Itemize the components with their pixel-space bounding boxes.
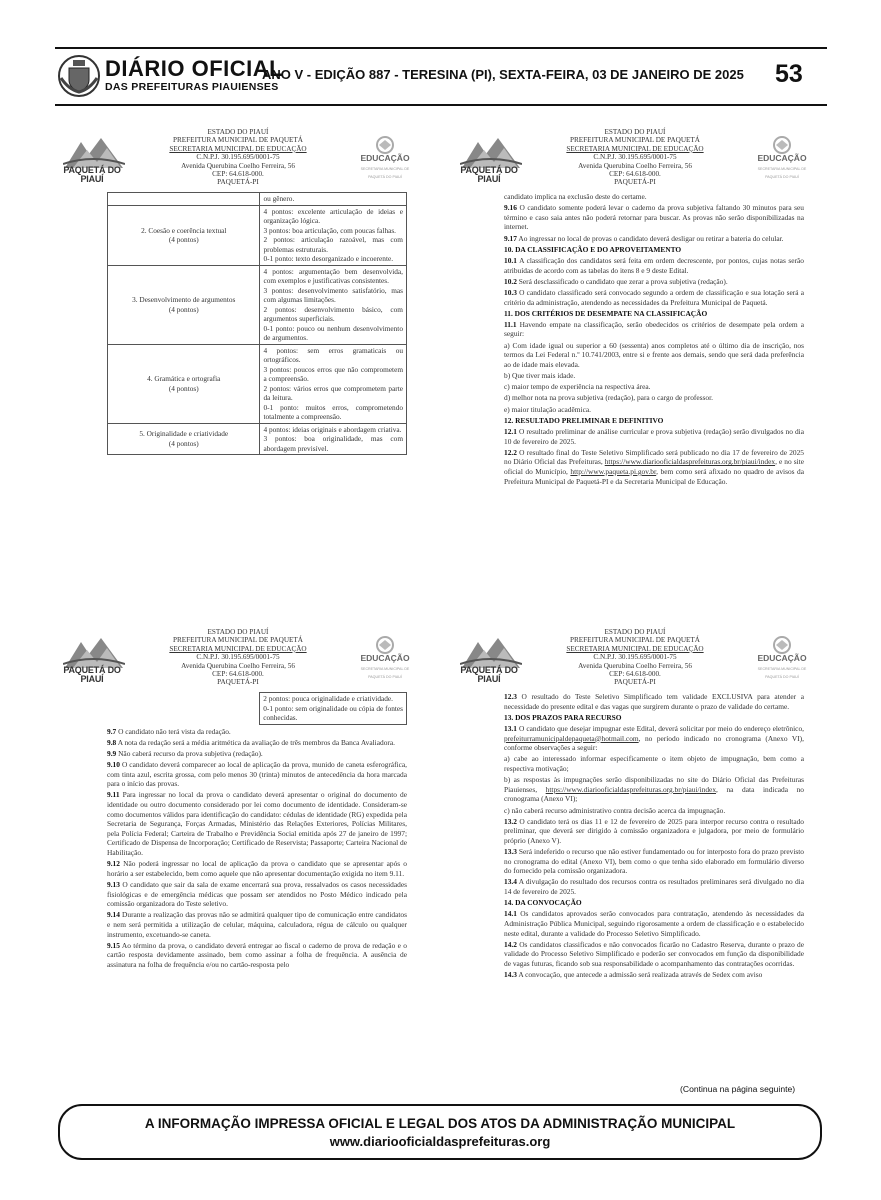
educacao-logo-subtext: SECRETARIA MUNICIPAL DE PAQUETÁ DO PIAUÍ [757, 667, 807, 680]
paragraph: 12.2 O resultado final do Teste Seletivo Simplificado será publicado no dia 17 de fevereiro de 2025 no Diário Oficial das Prefeituras, https://www.diariooficialdasprefeituras.org.br/piaui/index, e no site oficial do Município, http://www.paqueta.pi.gov.br, bem como será afixado no quadro de avisos da Prefeitura Municipal de Paquetá-PI e da Secretaria Municipal de Educação. [504, 447, 804, 486]
paragraph: 9.15 Ao término da prova, o candidato deverá entregar ao fiscal o caderno de prova de redação e o cartão resposta devidamente assinado, bem como assinar a folha de frequência. A ausência de assinatura na folha de frequência e/ou no cartão-resposta pelo [107, 940, 407, 969]
educacao-logo [359, 636, 411, 678]
paqueta-logo-text: PAQUETÁ DO PIAUÍ [460, 665, 518, 684]
letterhead-line: PREFEITURA MUNICIPAL DE PAQUETÁ [570, 136, 700, 145]
document-body [504, 692, 804, 980]
paragraph: 9.9 Não caberá recurso da prova subjetiva (redação). [107, 748, 263, 758]
paragraph [504, 898, 804, 908]
paragraph: candidato implica na exclusão deste do certame. [504, 192, 647, 201]
educacao-logo-text: EDUCAÇÃO [757, 153, 807, 163]
paragraph-number: 14.1 [504, 909, 517, 919]
educacao-logo-text: EDUCAÇÃO [360, 653, 410, 663]
criterion-points: (4 pontos) [168, 438, 199, 448]
letterhead-line: CEP: 64.618-000. [212, 170, 264, 179]
educacao-logo-subtext: SECRETARIA MUNICIPAL DE PAQUETÁ DO PIAUÍ [360, 667, 410, 680]
letterhead-line: SECRETARIA MUNICIPAL DE EDUCAÇÃO [169, 144, 307, 153]
paragraph: 13.2 O candidato terá os dias 11 e 12 de fevereiro de 2025 para interpor recurso contra o resultado preliminar, que deverá ser dirigido à comissão organizadora e julgadora, por meio de formulário próprio (Anexo V). [504, 816, 804, 845]
paragraph-number: 9.8 [107, 737, 117, 747]
letterhead-line: CEP: 64.618-000. [609, 170, 661, 179]
score-description: 4 pontos: argumentação bem desenvolvida, com exemplos e justificativas consistentes. [263, 266, 403, 285]
paragraph-number: 9.16 [504, 203, 517, 213]
paragraph-number: 10.2 [504, 276, 517, 286]
score-cell [260, 423, 407, 455]
letterhead [63, 628, 413, 692]
score-cell [260, 265, 407, 344]
score-cell [260, 205, 407, 265]
letterhead-line: CEP: 64.618-000. [609, 670, 661, 679]
document-page-bottom-right [460, 628, 810, 981]
paragraph-number: 12. RESULTADO PRELIMINAR E DEFINITIVO [504, 415, 664, 425]
criterion-name: 4. Gramática e ortografia [147, 374, 221, 383]
criterion-points: (4 pontos) [168, 235, 199, 244]
letterhead-line: PAQUETÁ-PI [217, 178, 259, 187]
letterhead-line: SECRETARIA MUNICIPAL DE EDUCAÇÃO [566, 144, 704, 153]
paragraph: 14.3 A convocação, que antecede a admissão será realizada através de Sedex com aviso [504, 970, 763, 980]
paragraph: c) não caberá recurso administrativo contra decisão acerca da impugnação. [504, 805, 726, 815]
criterion-cell [108, 344, 260, 423]
paragraph-number: 10. DA CLASSIFICAÇÃO E DO APROVEITAMENTO [504, 244, 682, 254]
letterhead-line: Avenida Querubina Coelho Ferreira, 56 [578, 161, 692, 170]
document-page-top-left [63, 128, 413, 455]
score-description: 0-1 ponto: pouco ou nenhum desenvolvimento de argumentos. [263, 323, 403, 342]
footer-banner [58, 1104, 822, 1160]
score-description: 0-1 ponto: sem originalidade ou cópia de fontes conhecidas. [263, 703, 403, 722]
score-description: 3 pontos: desenvolvimento satisfatório, mas com algumas limitações. [263, 285, 403, 304]
score-description: 3 pontos: boa articulação, com poucas falhas. [263, 225, 397, 235]
paragraph-number: 12.1 [504, 426, 517, 436]
page-number: 53 [775, 60, 803, 88]
criterion-name: 3. Desenvolvimento de argumentos [132, 295, 236, 304]
paragraph: 10.1 A classificação dos candidatos será feita em ordem decrescente, por pontos, cujas notas serão atribuídas de acordo com as tabelas do itens 8 e 9 deste Edital. [504, 255, 804, 275]
score-cell [260, 344, 407, 423]
paragraph: 13.1 O candidato que desejar impugnar este Edital, deverá solicitar por meio do endereço eletrônico, prefeiturramunicipaldepaqueta@hotmail.com, no período indicado no cronograma (Anexo VI), conforme observações a seguir: [504, 723, 804, 753]
document-link[interactable]: prefeiturramunicipaldepaqueta@hotmail.com [504, 733, 639, 743]
document-body [504, 192, 804, 486]
letterhead-line: Avenida Querubina Coelho Ferreira, 56 [181, 161, 295, 170]
paragraph-number: 9.17 [504, 233, 517, 243]
letterhead [460, 628, 810, 692]
paragraph-number: 12.3 [504, 692, 517, 701]
paragraph: 9.11 Para ingressar no local da prova o candidato deverá apresentar o original do documento de identidade ou outro documento considerado por lei como documento de identidade. Consideram-se como documentos válidos para identificação do candidato: cédulas de identidade (RG) expedida pela Secretaria de Segurança, Forças Armadas, Ministério das Relações Exteriores, Polícias Militares, pela Polícia Federal; Carteira de Trabalho e Previdência Social emitida após 27 de janeiro de 1997; Certificado de Dispensa de Incorporação; Certificado de Reservista; Passaporte; Carteira Nacional de Habilitação. [107, 790, 407, 857]
paragraph: 9.10 O candidato deverá comparecer ao local de aplicação da prova, munido de caneta esferográfica, com tinta azul, escrita grossa, com pelo menos 30 (trinta) minutos de antecedência da hora marcada para o início das provas. [107, 760, 407, 789]
table-row [108, 344, 407, 423]
letterhead-line: Avenida Querubina Coelho Ferreira, 56 [578, 661, 692, 670]
paragraph: 9.16 O candidato somente poderá levar o caderno da prova subjetiva faltando 30 minutos para seu término e caso saia antes não poderá retornar para buscar. As provas não serão disponibilizadas na internet. [504, 203, 804, 232]
paragraph [504, 309, 804, 319]
paragraph: a) cabe ao interessado informar especificamente o item objeto de impugnação, bem como a respectiva motivação; [504, 754, 804, 773]
criteria-table [107, 192, 407, 455]
score-description: 0-1 ponto: texto desorganizado e incoerente. [263, 254, 394, 263]
criterion-cell [108, 205, 260, 265]
paragraph: 13.4 A divulgação do resultado dos recursos contra os resultados preliminares será divulgado no dia 14 de fevereiro de 2025. [504, 877, 804, 897]
letterhead [460, 128, 810, 192]
header-rule-top [55, 47, 827, 49]
score-cell: ou gênero. [260, 193, 407, 206]
document-page-top-right [460, 128, 810, 488]
criterion-points: (4 pontos) [168, 304, 199, 314]
continued-note: (Continua na página seguinte) [680, 1084, 796, 1094]
paragraph: c) maior tempo de experiência na respectiva área. [504, 382, 651, 392]
paragraph: 12.1 O resultado preliminar de análise curricular e prova subjetiva (redação) serão divulgados no dia 10 de fevereiro de 2025. [504, 426, 804, 446]
paragraph-number: 13.2 [504, 816, 517, 826]
paragraph-number: 12.2 [504, 447, 517, 457]
letterhead-line: PREFEITURA MUNICIPAL DE PAQUETÁ [173, 136, 303, 145]
paqueta-logo-text: PAQUETÁ DO PIAUÍ [63, 165, 121, 184]
paragraph-number: 14. DA CONVOCAÇÃO [504, 898, 582, 908]
criterion-cell [107, 693, 260, 725]
paragraph: 12.3 O resultado do Teste Seletivo Simplificado tem validade EXCLUSIVA para atender a necessidade do presente edital e das vagas que surgirem durante o prazo de validade do certame. [504, 692, 804, 711]
paqueta-logo-text: PAQUETÁ DO PIAUÍ [63, 665, 121, 684]
letterhead-line: SECRETARIA MUNICIPAL DE EDUCAÇÃO [566, 644, 704, 653]
score-description: 2 pontos: vários erros que comprometem parte da leitura. [263, 383, 403, 402]
paragraph: b) as respostas às impugnações serão disponibilizadas no site do Diário Oficial das Prefeituras Piauienses, https://www.diariooficialdasprefeituras.org.br/piaui/index, na data indicada no cronograma (Anexo VI); [504, 775, 804, 804]
score-description: 0-1 ponto: muitos erros, comprometendo totalmente a compreensão. [263, 402, 403, 421]
educacao-logo-subtext: SECRETARIA MUNICIPAL DE PAQUETÁ DO PIAUÍ [757, 167, 807, 180]
letterhead-line: C.N.P.J. 30.195.695/0001-75 [593, 153, 677, 162]
letterhead-line: PAQUETÁ-PI [217, 678, 259, 687]
letterhead-line: PAQUETÁ-PI [614, 678, 656, 687]
score-description: 4 pontos: ideias originais e abordagem criativa. [263, 424, 402, 434]
paragraph: a) Com idade igual ou superior a 60 (sessenta) anos completos até o último dia de inscrição, nos termos da Lei Federal n.º 10.741/2003, entre si e frente aos demais, sendo que será dada preferência ao de idade mais elevada. [504, 340, 804, 369]
paragraph-number: 9.12 [107, 859, 120, 869]
score-description: 2 pontos: pouca originalidade e criatividade. [263, 694, 393, 703]
paragraph-number: 9.13 [107, 879, 120, 889]
paragraph [504, 245, 804, 255]
document-body [107, 692, 407, 970]
score-description: 4 pontos: sem erros gramaticais ou ortográficos. [263, 345, 403, 364]
letterhead-line: C.N.P.J. 30.195.695/0001-75 [593, 653, 677, 662]
education-emblem-icon [756, 136, 808, 154]
criterion-points: (4 pontos) [168, 383, 199, 393]
paragraph: 9.8 A nota da redação será a média aritmética da avaliação de três membros da Banca Avaliadora. [107, 737, 395, 747]
score-description: 2 pontos: desenvolvimento básico, com argumentos superficiais. [263, 304, 403, 323]
table-row [108, 193, 407, 206]
footer-slogan: A INFORMAÇÃO IMPRESSA OFICIAL E LEGAL DOS ATOS DA ADMINISTRAÇÃO MUNICIPAL [144, 1116, 736, 1131]
document-link[interactable]: http://www.paqueta.pi.gov.br [570, 466, 657, 476]
letterhead-line: PREFEITURA MUNICIPAL DE PAQUETÁ [570, 636, 700, 645]
paragraph-number: 13.3 [504, 847, 517, 857]
paragraph-number: 13.1 [504, 723, 517, 733]
score-cell [260, 693, 407, 725]
paqueta-logo-text: PAQUETÁ DO PIAUÍ [460, 165, 518, 184]
criterion-cell [108, 193, 260, 206]
paragraph-number: 9.11 [107, 790, 120, 800]
paragraph-number: 9.10 [107, 760, 120, 770]
header-rule-bottom [55, 104, 827, 106]
paragraph: 14.1 Os candidatos aprovados serão convocados para contratação, atendendo às necessidades da Administração Pública Municipal, seguindo rigorosamente a ordem de classificação e o estabelecido neste edital, durante a validade do Processo Seletivo Simplificado. [504, 909, 804, 938]
letterhead-line: ESTADO DO PIAUÍ [604, 628, 666, 636]
score-description: 2 pontos: articulação razoável, mas com problemas estruturais. [263, 235, 403, 254]
letterhead [63, 128, 413, 192]
document-page-bottom-left [63, 628, 413, 971]
coat-of-arms-icon [57, 54, 101, 98]
diario-oficial-logo [57, 54, 284, 100]
educacao-logo [359, 136, 411, 178]
score-description: 3 pontos: boa originalidade, mas com abordagem previsível. [263, 434, 403, 453]
paqueta-logo [63, 134, 125, 184]
educacao-logo-text: EDUCAÇÃO [360, 153, 410, 163]
letterhead-line: PREFEITURA MUNICIPAL DE PAQUETÁ [173, 636, 303, 645]
footer-website: www.diariooficialdasprefeituras.org [329, 1134, 551, 1149]
educacao-logo-subtext: SECRETARIA MUNICIPAL DE PAQUETÁ DO PIAUÍ [360, 167, 410, 180]
table-row [108, 205, 407, 265]
education-emblem-icon [359, 136, 411, 154]
paragraph-number: 9.9 [107, 748, 117, 758]
paragraph: 9.13 O candidato que sair da sala de exame encerrará sua prova, ressalvados os casos necessidades fisiológicas e de emergência médicas que possam ser atendidos no Posto Médico indicado pela comissão organizadora do Teste seletivo. [107, 879, 407, 909]
letterhead-line: CEP: 64.618-000. [212, 670, 264, 679]
letterhead-line: PAQUETÁ-PI [614, 178, 656, 187]
paragraph: 13.3 Será indeferido o recurso que não estiver fundamentado ou for interposto fora do prazo previsto no cronograma do edital (Anexo VI), bem como o que tenha sido elaborado em formulário diverso do fornecido pela comissão organizadora. [504, 847, 804, 876]
criterion-name: 2. Coesão e coerência textual [141, 225, 227, 235]
education-emblem-icon [359, 636, 411, 654]
paragraph-number: 9.7 [107, 726, 117, 736]
table-row [108, 423, 407, 455]
paragraph-number: 14.3 [504, 970, 517, 980]
paragraph-number: 9.15 [107, 940, 120, 950]
paragraph-number: 9.14 [107, 910, 120, 920]
paragraph: 9.14 Durante a realização das provas não se admitirá qualquer tipo de comunicação entre candidatos e nem será permitida a utilização de celular, máquina, calculadora, régua de cálculo ou qualquer instrumento, excetuando-se caneta. [107, 910, 407, 939]
paragraph-number: 13.4 [504, 877, 517, 887]
letterhead-line: C.N.P.J. 30.195.695/0001-75 [196, 653, 280, 662]
score-description: 4 pontos: excelente articulação de ideias e organização lógica. [263, 206, 403, 225]
paragraph: 9.17 Ao ingressar no local de provas o candidato deverá desligar ou retirar a bateria do celular. [504, 233, 784, 243]
paragraph: 9.12 Não poderá ingressar no local de aplicação da prova o candidato que se apresentar após o horário a ser estabelecido, bem como aquele que não apresentar documentação exigida no item 9.11. [107, 859, 407, 878]
paragraph [504, 416, 804, 426]
paragraph-number: 10.1 [504, 255, 517, 265]
paragraph [504, 713, 804, 723]
document-link[interactable]: https://www.diariooficialdasprefeituras.org.br/piaui/index [604, 457, 776, 467]
criterion-name: 5. Originalidade e criatividade [139, 429, 229, 439]
letterhead-line: Avenida Querubina Coelho Ferreira, 56 [181, 661, 295, 670]
paragraph: b) Que tiver mais idade. [504, 371, 576, 381]
edition-line: ANO V - EDIÇÃO 887 - TERESINA (PI), SEXTA-FEIRA, 03 DE JANEIRO DE 2025 [262, 67, 744, 82]
criterion-cell [108, 423, 260, 455]
paragraph-number: 11. DOS CRITÉRIOS DE DESEMPATE NA CLASSIFICAÇÃO [504, 308, 708, 318]
paragraph-number: 10.3 [504, 287, 517, 297]
logo-title: DIÁRIO OFICIAL [105, 56, 284, 81]
educacao-logo [756, 636, 808, 678]
paragraph: 11.1 Havendo empate na classificação, serão obedecidos os critérios de desempate pela ordem a seguir: [504, 319, 804, 339]
paragraph: e) maior titulação acadêmica. [504, 404, 591, 414]
letterhead-line: ESTADO DO PIAUÍ [207, 128, 269, 136]
criteria-table [107, 692, 407, 725]
educacao-logo-text: EDUCAÇÃO [757, 653, 807, 663]
score-description: 3 pontos: poucos erros que não comprometem a compreensão. [263, 364, 403, 383]
criteria-table-container [107, 192, 407, 455]
paqueta-logo [460, 134, 522, 184]
letterhead-line: ESTADO DO PIAUÍ [604, 128, 666, 136]
letterhead-line: ESTADO DO PIAUÍ [207, 628, 269, 636]
paragraph-number: 11.1 [504, 319, 517, 329]
letterhead-line: SECRETARIA MUNICIPAL DE EDUCAÇÃO [169, 644, 307, 653]
table-row [108, 265, 407, 344]
table-row [107, 693, 407, 725]
educacao-logo [756, 136, 808, 178]
criterion-cell [108, 265, 260, 344]
logo-subtitle: DAS PREFEITURAS PIAUIENSES [105, 81, 279, 93]
letterhead-line: C.N.P.J. 30.195.695/0001-75 [196, 153, 280, 162]
paqueta-logo [63, 634, 125, 684]
paragraph-number: 13. DOS PRAZOS PARA RECURSO [504, 712, 622, 722]
paragraph: 9.7 O candidato não terá vista da redação. [107, 726, 231, 736]
paqueta-logo [460, 634, 522, 684]
paragraph: 10.3 O candidato classificado será convocado segundo a ordem de classificação e sua lotação será a critério da administração, atendendo as necessidades da Prefeitura Municipal de Paquetá. [504, 287, 804, 307]
document-link[interactable]: https://www.diariooficialdasprefeituras.org.br/piaui/index [545, 784, 717, 794]
paragraph: 10.2 Será desclassificado o candidato que zerar a prova subjetiva (redação). [504, 276, 728, 286]
education-emblem-icon [756, 636, 808, 654]
paragraph: 14.2 Os candidatos classificados e não convocados ficarão no Cadastro Reserva, durante o prazo de validade do Processo Seletivo Simplificado e poderão ser convocados em função da disponibilidade de vagas futuras, ficando sob sua responsabilidade o acompanhamento das contratações ocorridas. [504, 939, 804, 968]
paragraph-number: 14.2 [504, 939, 517, 949]
paragraph: d) melhor nota na prova subjetiva (redação), para o cargo de professor. [504, 393, 713, 403]
